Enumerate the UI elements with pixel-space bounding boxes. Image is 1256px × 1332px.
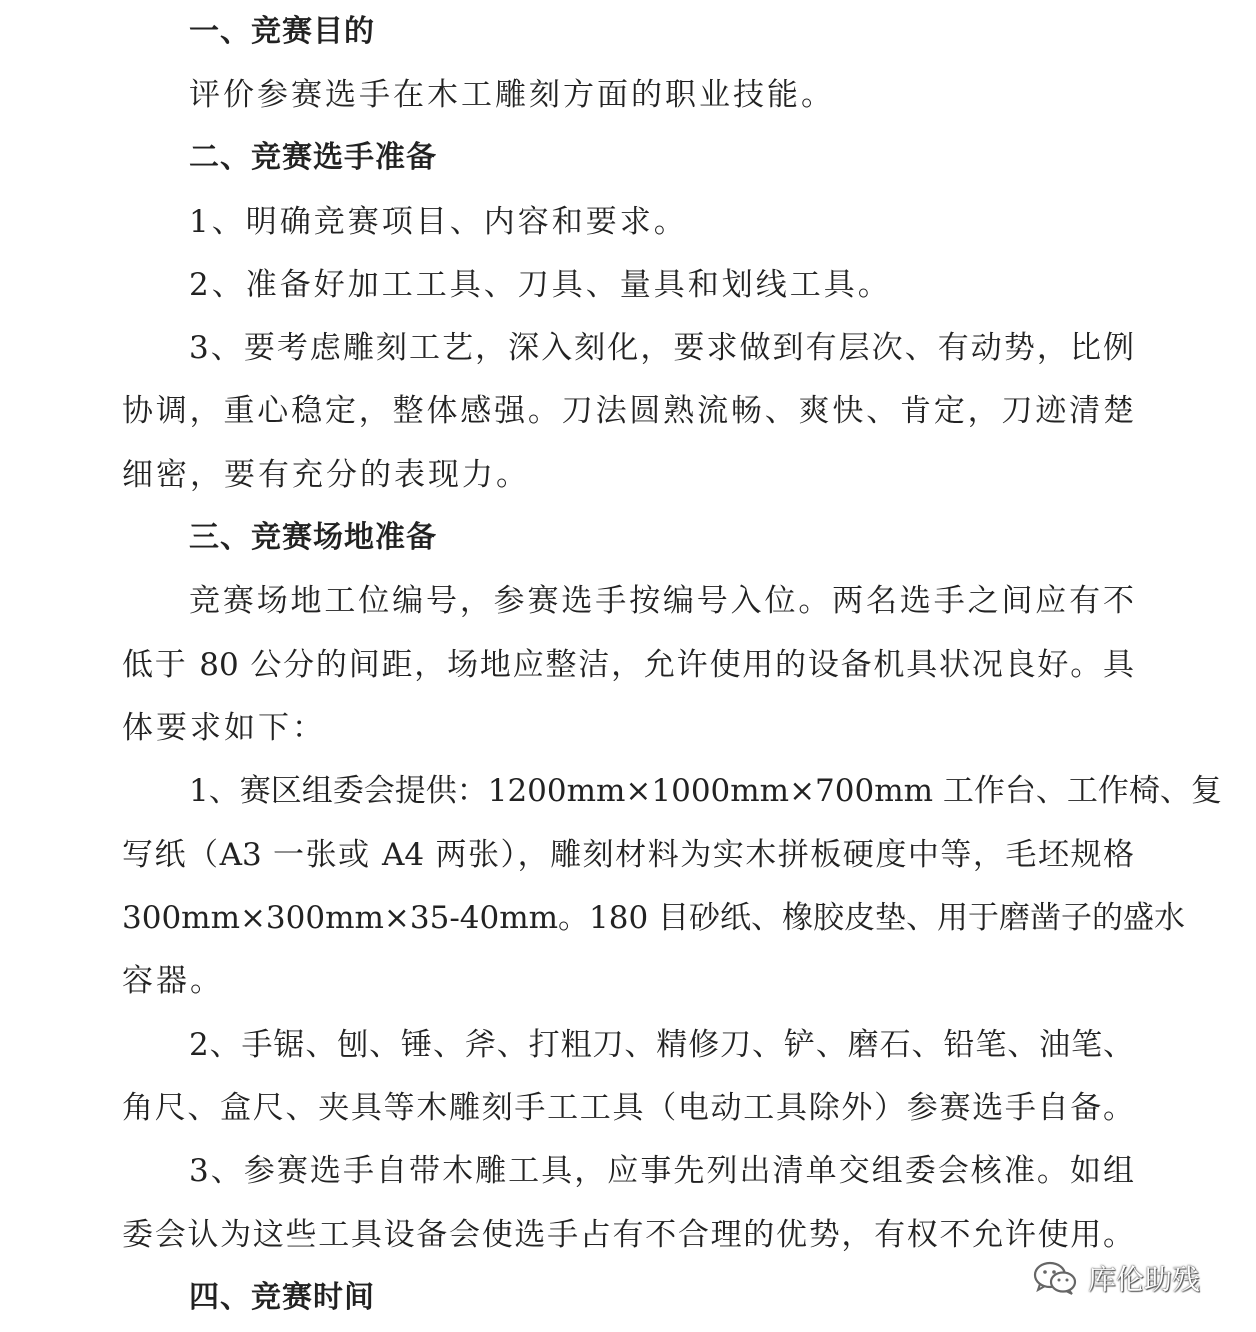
list-item-line: 3、要考虑雕刻工艺，深入刻化，要求做到有层次、有动势，比例 xyxy=(189,330,1134,366)
list-item-line: 2、手锯、刨、锤、斧、打粗刀、精修刀、铲、磨石、铅笔、油笔、 xyxy=(189,1027,1134,1063)
list-item-line: 3、参赛选手自带木雕工具，应事先列出清单交组委会核准。如组 xyxy=(189,1153,1134,1189)
list-item-line: 协调，重心稳定，整体感强。刀法圆熟流畅、爽快、肯定，刀迹清楚 xyxy=(122,393,1134,429)
list-item-line: 1、赛区组委会提供：1200mm×1000mm×700mm 工作台、工作椅、复 xyxy=(189,773,1222,809)
paragraph-line: 低于 80 公分的间距，场地应整洁，允许使用的设备机具状况良好。具 xyxy=(122,647,1134,683)
list-item-line: 委会认为这些工具设备会使选手占有不合理的优势，有权不允许使用。 xyxy=(122,1217,1134,1253)
list-item-line: 2、准备好加工工具、刀具、量具和划线工具。 xyxy=(189,267,892,303)
watermark-text: 库伦助残 xyxy=(1088,1263,1201,1296)
list-item-line: 写纸（A3 一张或 A4 两张），雕刻材料为实木拼板硬度中等，毛坯规格 xyxy=(122,837,1134,873)
list-item-line: 300mm×300mm×35-40mm。180 目砂纸、橡胶皮垫、用于磨凿子的盛水 xyxy=(122,900,1186,936)
paragraph-line: 竞赛场地工位编号，参赛选手按编号入位。两名选手之间应有不 xyxy=(189,583,1134,619)
watermark xyxy=(1032,1258,1200,1298)
section-heading-1: 一、竞赛目的 xyxy=(189,14,375,49)
paragraph-line: 体要求如下： xyxy=(122,710,326,746)
list-item-line: 角尺、盒尺、夹具等木雕刻手工工具（电动工具除外）参赛选手自备。 xyxy=(122,1090,1134,1126)
list-item-line: 细密，要有充分的表现力。 xyxy=(122,457,530,493)
section-heading-3: 三、竞赛场地准备 xyxy=(189,520,437,555)
section-heading-4: 四、竞赛时间 xyxy=(189,1280,375,1315)
wechat-icon xyxy=(1032,1259,1078,1297)
list-item-line: 1、明确竞赛项目、内容和要求。 xyxy=(189,204,688,240)
list-item-line: 容器。 xyxy=(122,963,224,999)
section-heading-2: 二、竞赛选手准备 xyxy=(189,140,437,175)
paragraph-line: 评价参赛选手在木工雕刻方面的职业技能。 xyxy=(189,77,835,113)
